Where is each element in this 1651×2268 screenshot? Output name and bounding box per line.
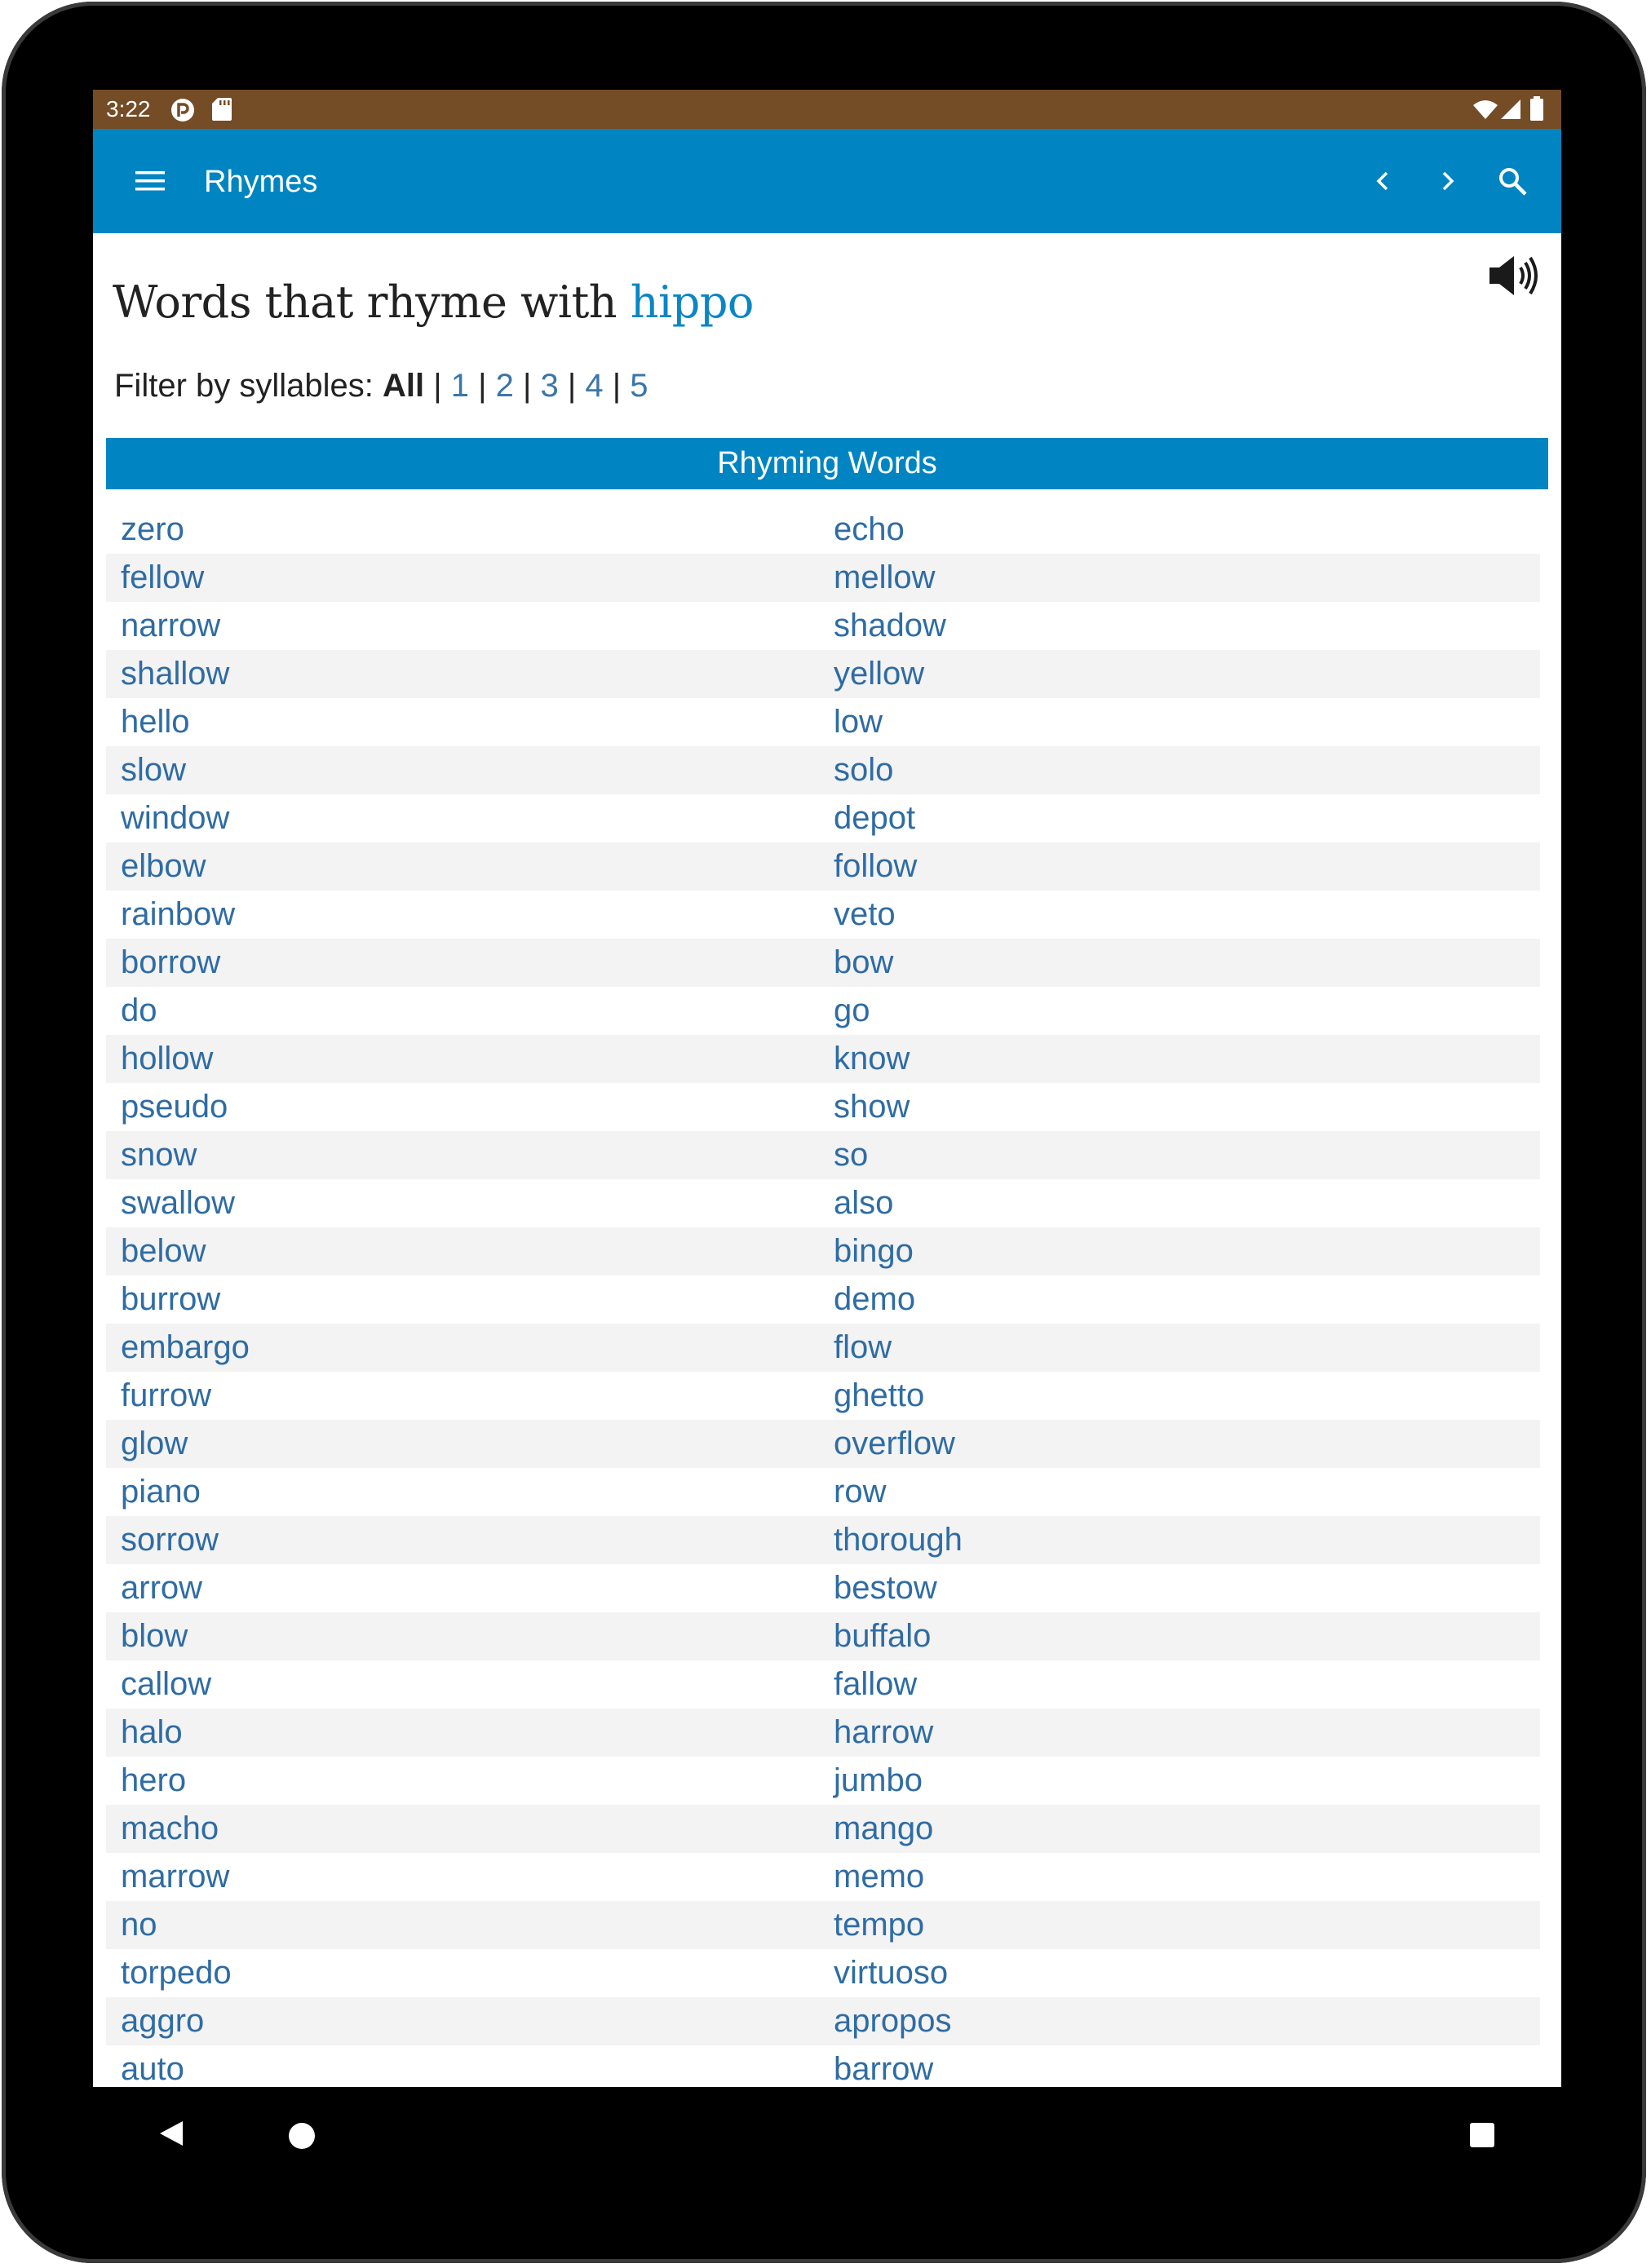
- search-icon[interactable]: [1496, 165, 1529, 197]
- filter-option-all[interactable]: All: [382, 368, 425, 404]
- rhyme-word-link[interactable]: show: [834, 1089, 910, 1125]
- rhyme-word-link[interactable]: swallow: [121, 1185, 236, 1221]
- table-row: [106, 506, 1540, 554]
- filter-separator: |: [424, 368, 451, 404]
- table-row: [106, 554, 1540, 602]
- rhyme-word-link[interactable]: echo: [834, 511, 905, 547]
- screen: [93, 90, 1561, 2087]
- rhyme-word-link[interactable]: buffalo: [834, 1618, 932, 1654]
- rhyme-word-link[interactable]: jumbo: [834, 1762, 923, 1798]
- filter-option-3[interactable]: 3: [540, 368, 559, 404]
- app-notification-icon: [170, 98, 195, 122]
- table-row: [106, 1324, 1540, 1372]
- rhyme-word-link[interactable]: yellow: [834, 656, 925, 692]
- table-row: [106, 794, 1540, 842]
- rhyme-word-link[interactable]: hello: [121, 704, 190, 740]
- filter-separator: |: [558, 368, 586, 404]
- rhyme-word-link[interactable]: solo: [834, 752, 894, 788]
- rhyme-word-link[interactable]: window: [121, 800, 230, 836]
- home-icon[interactable]: [289, 2123, 315, 2149]
- table-row: [106, 602, 1540, 650]
- rhyme-word-link[interactable]: virtuoso: [834, 1955, 949, 1991]
- rhyme-word-link[interactable]: overflow: [834, 1426, 955, 1461]
- rhyme-word-link[interactable]: below: [121, 1233, 206, 1269]
- table-row: [106, 1709, 1540, 1757]
- rhyme-word-link[interactable]: shallow: [121, 656, 230, 692]
- rhyme-word-link[interactable]: harrow: [834, 1714, 934, 1750]
- rhyme-word-link[interactable]: sorrow: [121, 1522, 219, 1558]
- sd-card-icon: [212, 98, 232, 121]
- app-bar: [93, 129, 1561, 233]
- rhyme-word-link[interactable]: row: [834, 1474, 887, 1510]
- table-row: [106, 1757, 1540, 1805]
- filter-label: Filter by syllables:: [114, 368, 383, 404]
- table-row: [106, 1853, 1540, 1901]
- status-time: 3:22: [106, 96, 151, 122]
- rhyme-word-link[interactable]: ghetto: [834, 1377, 925, 1413]
- table-row: [106, 1131, 1540, 1179]
- filter-option-4[interactable]: 4: [585, 368, 604, 404]
- table-row: [106, 1227, 1540, 1275]
- filter-option-1[interactable]: 1: [450, 368, 469, 404]
- table-row: [106, 1083, 1540, 1131]
- rhyme-word-link[interactable]: glow: [121, 1426, 188, 1461]
- chevron-right-icon[interactable]: [1431, 165, 1463, 197]
- table-row: [106, 1372, 1540, 1420]
- table-row: [106, 2045, 1540, 2087]
- rhyme-word-link[interactable]: burrow: [121, 1281, 221, 1317]
- rhyme-word-link[interactable]: go: [834, 993, 870, 1028]
- rhyme-word-link[interactable]: apropos: [834, 2003, 952, 2039]
- rhyme-word-link[interactable]: barrow: [834, 2051, 934, 2087]
- rhyme-word-link[interactable]: arrow: [121, 1570, 203, 1606]
- syllable-filter: [114, 365, 648, 407]
- rhyme-word-link[interactable]: halo: [121, 1714, 183, 1750]
- table-row: [106, 1805, 1540, 1853]
- table-row: [106, 1997, 1540, 2045]
- rhyme-word-link[interactable]: narrow: [121, 608, 221, 643]
- table-row: [106, 1179, 1540, 1227]
- rhyme-word-link[interactable]: demo: [834, 1281, 916, 1317]
- table-header: Rhyming Words: [106, 438, 1548, 489]
- filter-option-5[interactable]: 5: [630, 368, 648, 404]
- wifi-icon: [1473, 99, 1498, 119]
- rhyme-word-link[interactable]: do: [121, 993, 157, 1028]
- rhyme-word-link[interactable]: pseudo: [121, 1089, 228, 1125]
- rhyme-word-link[interactable]: macho: [121, 1810, 219, 1846]
- rhyme-word-link[interactable]: bingo: [834, 1233, 914, 1269]
- table-row: [106, 1564, 1540, 1612]
- battery-icon: [1530, 96, 1543, 121]
- rhyme-word-link[interactable]: veto: [834, 896, 896, 932]
- rhyme-word-link[interactable]: flow: [834, 1329, 892, 1365]
- table-row: [106, 891, 1540, 939]
- table-row: [106, 1901, 1540, 1949]
- rhyme-word-link[interactable]: hollow: [121, 1041, 214, 1077]
- table-row: [106, 650, 1540, 698]
- rhyme-word-link[interactable]: thorough: [834, 1522, 963, 1558]
- table-row: [106, 1275, 1540, 1324]
- filter-separator: |: [468, 368, 496, 404]
- title-keyword: hippo: [630, 276, 754, 328]
- rhyme-word-link[interactable]: piano: [121, 1474, 201, 1510]
- rhyme-word-link[interactable]: elbow: [121, 848, 206, 884]
- table-row: [106, 698, 1540, 746]
- rhyme-word-link[interactable]: callow: [121, 1666, 212, 1702]
- table-row: [106, 1949, 1540, 1997]
- chevron-left-icon[interactable]: [1367, 165, 1400, 197]
- title-prefix: Words that rhyme with: [113, 276, 631, 328]
- rhyme-word-link[interactable]: no: [121, 1907, 157, 1943]
- filter-separator: |: [603, 368, 631, 404]
- filter-separator: |: [513, 368, 541, 404]
- rhyme-word-link[interactable]: blow: [121, 1618, 188, 1654]
- rhyme-word-link[interactable]: know: [834, 1041, 910, 1077]
- rhyme-word-link[interactable]: slow: [121, 752, 187, 788]
- signal-icon: [1501, 99, 1520, 119]
- filter-option-2[interactable]: 2: [495, 368, 514, 404]
- rhyme-word-link[interactable]: bow: [834, 944, 894, 980]
- speaker-icon[interactable]: [1486, 253, 1542, 298]
- table-row: [106, 1516, 1540, 1564]
- rhyme-word-link[interactable]: shadow: [834, 608, 946, 643]
- table-row: [106, 1420, 1540, 1468]
- rhyme-word-link[interactable]: snow: [121, 1137, 197, 1173]
- status-bar: [93, 90, 1561, 129]
- page-title: [113, 273, 754, 332]
- table-row: [106, 1468, 1540, 1516]
- system-nav-bar: [93, 2087, 1561, 2177]
- rhyme-word-link[interactable]: fellow: [121, 559, 205, 595]
- table-row: [106, 1035, 1540, 1083]
- rhyme-word-link[interactable]: depot: [834, 800, 916, 836]
- rhyme-word-link[interactable]: auto: [121, 2051, 184, 2087]
- rhyme-word-link[interactable]: embargo: [121, 1329, 250, 1365]
- rhyme-word-link[interactable]: bestow: [834, 1570, 937, 1606]
- table-row: [106, 746, 1540, 794]
- rhyme-word-link[interactable]: zero: [121, 511, 184, 547]
- rhyme-word-link[interactable]: low: [834, 704, 883, 740]
- rhyme-word-link[interactable]: marrow: [121, 1859, 230, 1894]
- rhyme-word-link[interactable]: borrow: [121, 944, 221, 980]
- app-title: Rhymes: [204, 165, 318, 199]
- table-row: [106, 939, 1540, 987]
- rhyme-word-link[interactable]: mango: [834, 1810, 934, 1846]
- rhyme-word-link[interactable]: hero: [121, 1762, 187, 1798]
- rhyme-word-link[interactable]: follow: [834, 848, 918, 884]
- rhyme-word-link[interactable]: fallow: [834, 1666, 918, 1702]
- back-icon[interactable]: [158, 2120, 186, 2147]
- rhyme-word-link[interactable]: aggro: [121, 2003, 205, 2039]
- rhyme-word-link[interactable]: torpedo: [121, 1955, 232, 1991]
- rhyme-word-link[interactable]: also: [834, 1185, 894, 1221]
- table-row: [106, 1612, 1540, 1660]
- recents-icon[interactable]: [1470, 2123, 1494, 2147]
- rhyme-word-table: [106, 506, 1540, 2087]
- rhyme-word-link[interactable]: mellow: [834, 559, 936, 595]
- rhyme-word-link[interactable]: furrow: [121, 1377, 212, 1413]
- rhyme-word-link[interactable]: tempo: [834, 1907, 925, 1943]
- table-row: [106, 1660, 1540, 1709]
- table-row: [106, 987, 1540, 1035]
- rhyme-word-link[interactable]: rainbow: [121, 896, 236, 932]
- table-row: [106, 842, 1540, 891]
- rhyme-word-link[interactable]: memo: [834, 1859, 925, 1894]
- rhyme-word-link[interactable]: so: [834, 1137, 869, 1173]
- menu-icon[interactable]: [134, 168, 166, 194]
